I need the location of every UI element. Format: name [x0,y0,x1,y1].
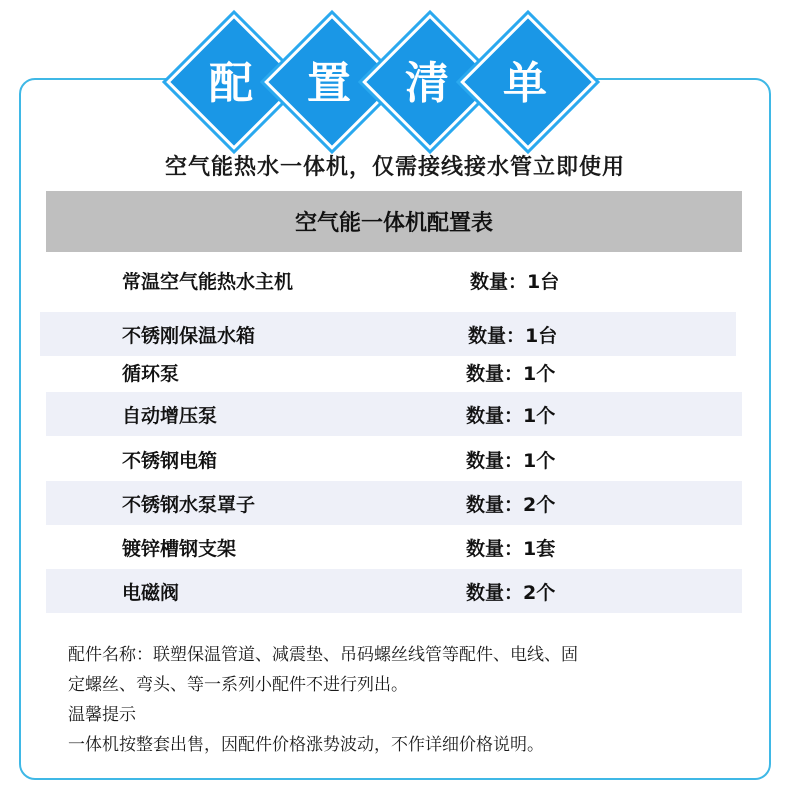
banner-diamond-4 [462,16,588,142]
banner-char-4: 单 [503,58,547,109]
accessories-note-line-1: 配件名称：联塑保温管道、减震垫、吊码螺丝线管等配件、电线、固 [68,645,578,665]
item-name: 不锈刚保温水箱 [122,324,256,347]
table-row [46,525,742,569]
item-quantity: 数量：2个 [466,493,556,516]
tip-heading: 温馨提示 [68,705,136,725]
item-name: 电磁阀 [122,581,180,604]
table-row [46,392,742,436]
banner-char-3: 清 [405,58,449,109]
item-quantity: 数量：1台 [470,270,560,293]
item-name: 镀锌槽钢支架 [122,537,237,560]
table-row [46,258,742,302]
notes-section [68,640,748,760]
item-name: 常温空气能热水主机 [122,270,294,293]
table-row [46,350,742,394]
banner-char-1: 配 [209,58,253,109]
item-quantity: 数量：1个 [466,449,556,472]
item-quantity: 数量：1套 [466,537,556,560]
banner-char-2: 置 [307,58,351,109]
item-quantity: 数量：1台 [468,324,558,347]
item-quantity: 数量：2个 [466,581,556,604]
table-row [46,437,742,481]
item-name: 不锈钢水泵罩子 [122,493,256,516]
table-title: 空气能一体机配置表 [46,191,742,252]
item-name: 自动增压泵 [122,404,218,427]
table-row [46,481,742,525]
item-name: 不锈钢电箱 [122,449,218,472]
accessories-note-line-2: 定螺丝、弯头、等一系列小配件不进行列出。 [68,675,408,695]
item-quantity: 数量：1个 [466,404,556,427]
table-row [46,569,742,613]
tip-text: 一体机按整套出售，因配件价格涨势波动，不作详细价格说明。 [68,735,544,755]
item-quantity: 数量：1个 [466,362,556,385]
subtitle: 空气能热水一体机，仅需接线接水管立即使用 [164,155,625,180]
item-name: 循环泵 [122,362,180,385]
